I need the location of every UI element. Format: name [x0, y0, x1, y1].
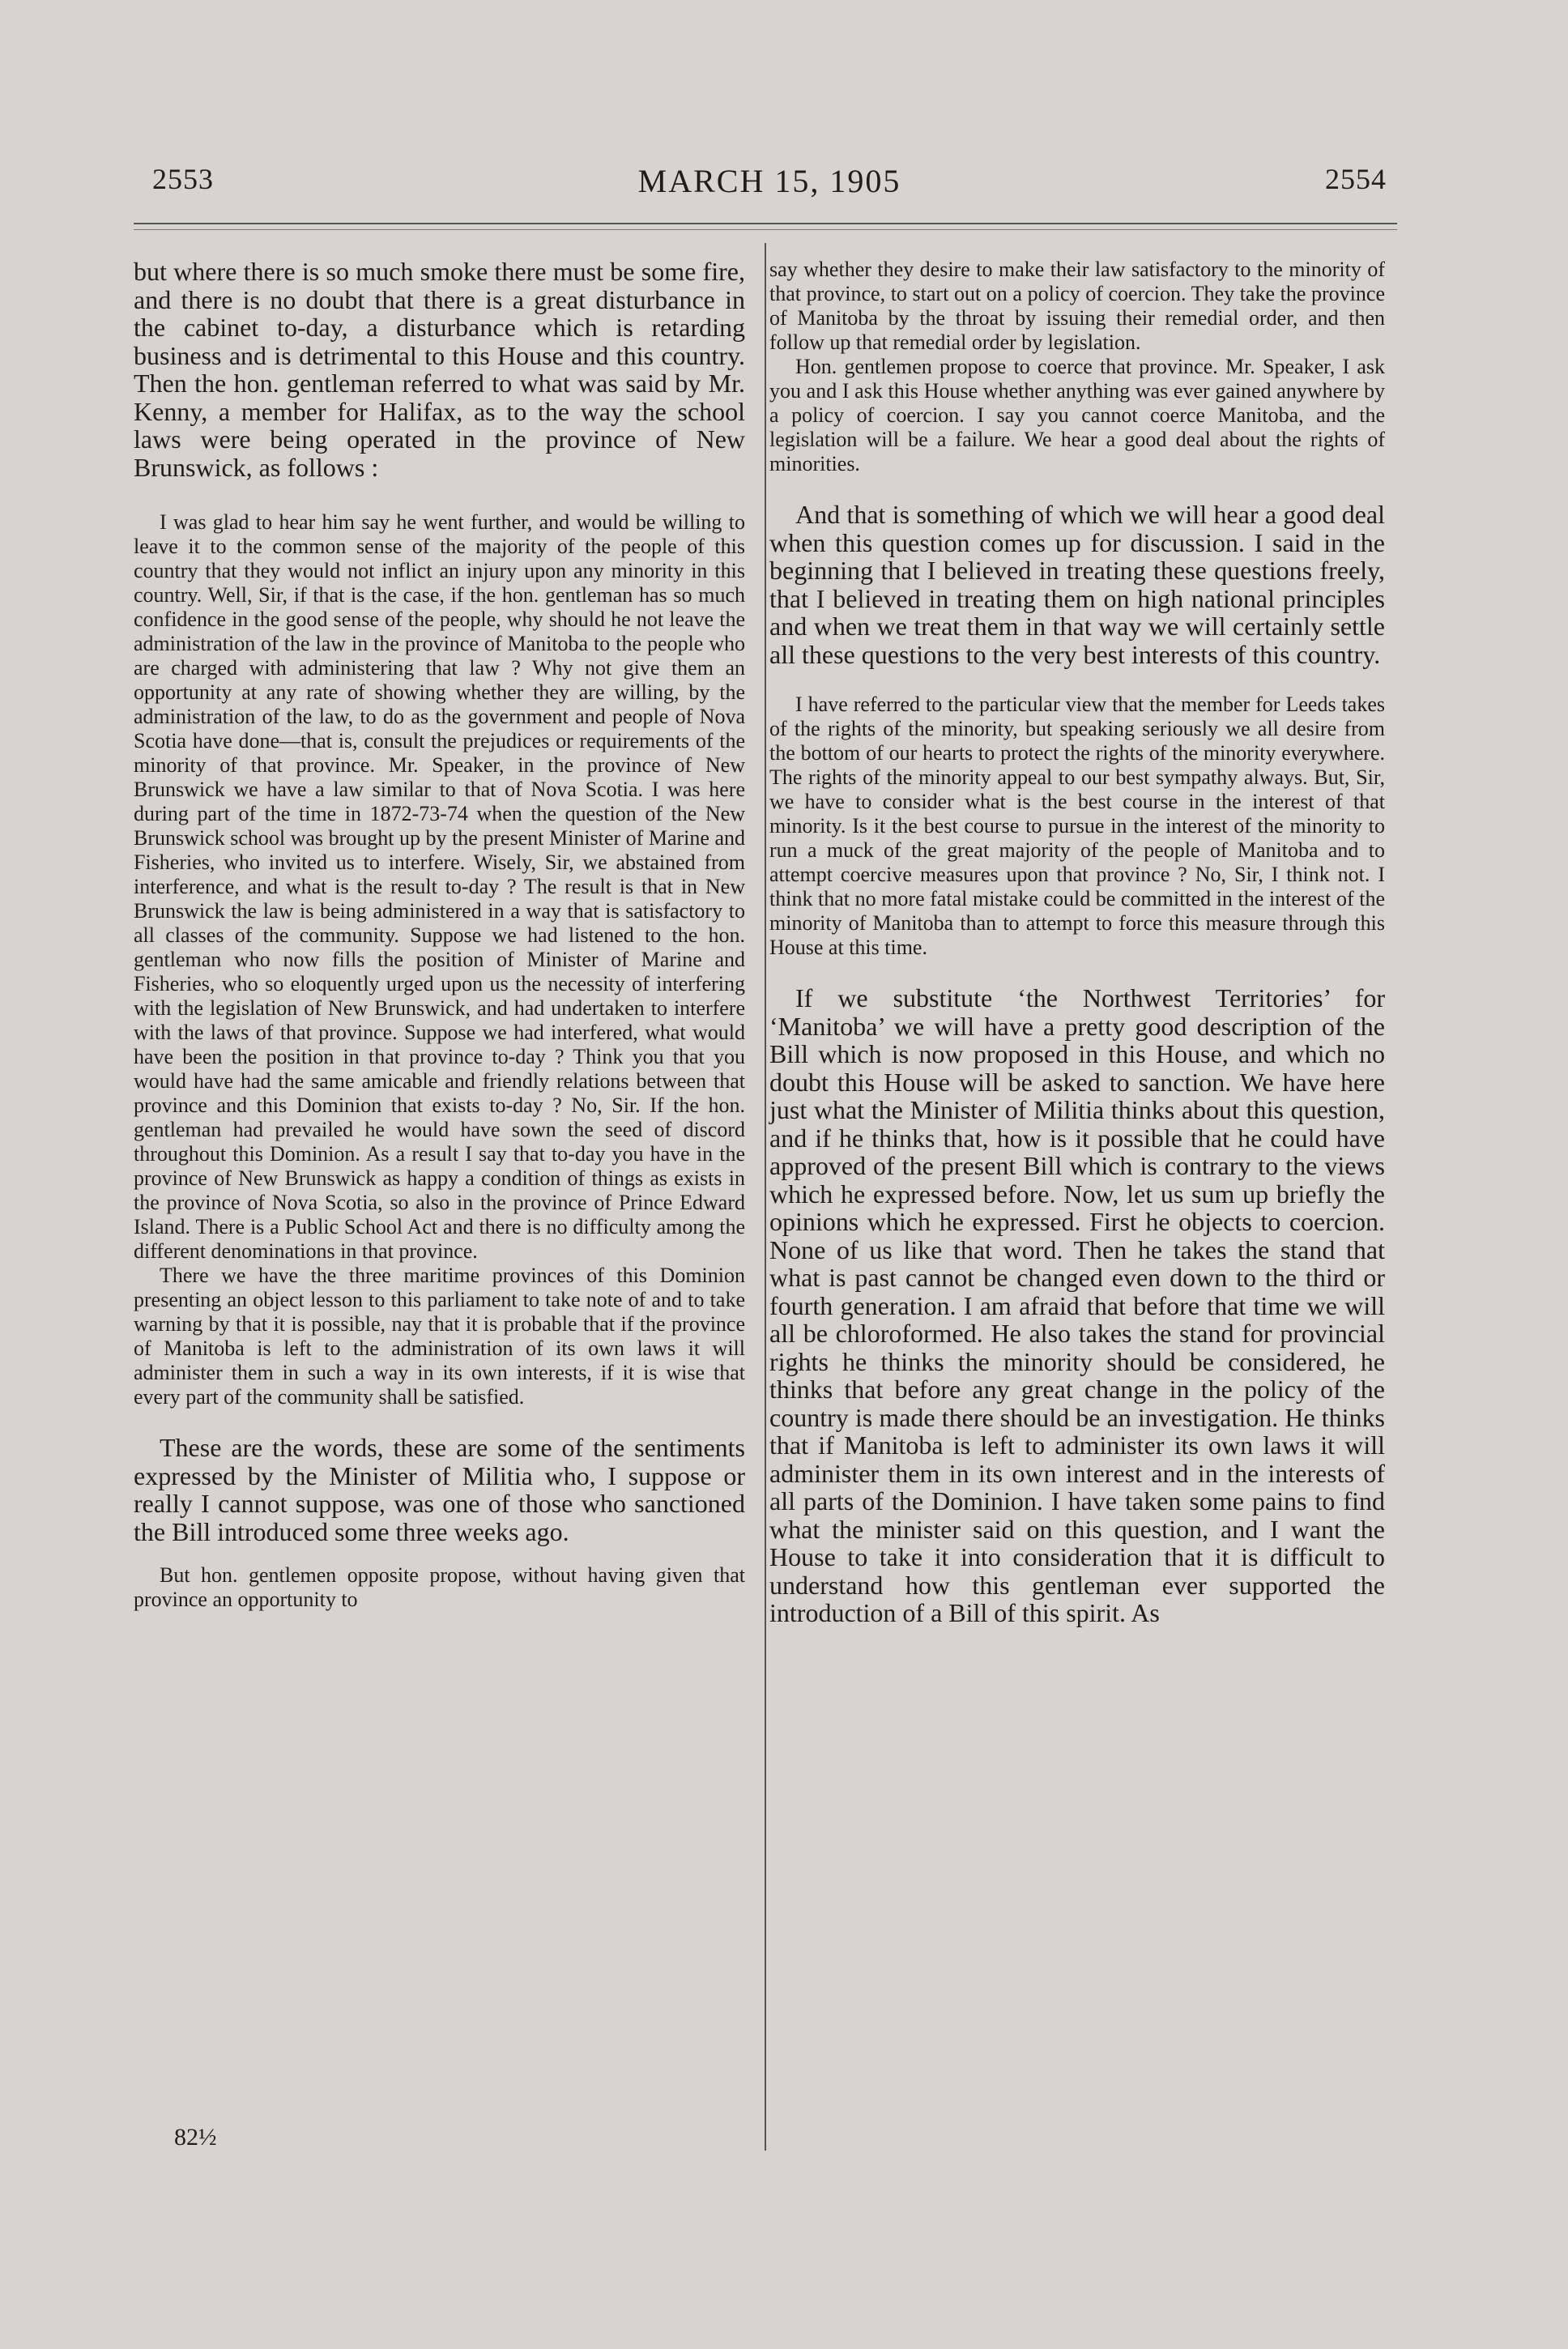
page-header [146, 162, 1393, 211]
left-speech-paragraph-2: These are the words, these are some of the sentiments expressed by the Minister of Militia who, I suppose or really I cannot suppose, was one of those who sanctioned the Bill introduced some three weeks ago. [134, 1433, 745, 1546]
left-page-number: 2553 [152, 163, 214, 195]
right-speech-paragraph-1: And that is something of which we will hear a good deal when this question comes up for discussion. I said in the beginning that I believed in treating these questions freely, that I believed in treating them on high national principles and when we treat them in that way we will certainly settle all these questions to the very best interests of this country. [769, 500, 1385, 669]
header-rule [134, 223, 1397, 224]
right-speech-paragraph-2: If we substitute ‘the Northwest Territories’ for ‘Manitoba’ we will have a pretty good description of the Bill which is now proposed in this House, and which no doubt this House will be asked to sanction. We have here just what the Minister of Militia thinks about this question, and if he thinks that, how is it possible that he could have approved of the present Bill which is contrary to the views which he expressed before. Now, let us sum up briefly the opinions which he expressed. First he objects to coercion. None of us like that word. Then he takes the stand that what is past cannot be changed even down to the third or fourth generation. I am afraid that before that time we will all be chloroformed. He also takes the stand for provincial rights he thinks the minority should be considered, he thinks that before any great change in the policy of the country is made there should be an investigation. He thinks that if Manitoba is left to administer its own laws it will administer them in its own interest and in the interests of all parts of the Dominion. I have taken some pains to find what the minister said on this question, and I want the House to take it into consideration that it is difficult to understand how this gentleman ever supported the introduction of a Bill of this spirit. As [769, 983, 1385, 1627]
header-rule-secondary [134, 229, 1397, 230]
left-quotation-2: There we have the three maritime provinces of this Dominion presenting an object lesson to this parliament to take note of and to take warning by that it is possible, nay that it is probable that if the province of Manitoba is left to the administration of its own laws it will administer them in such a way in its own interests, if it is wise that every part of the community shall be satisfied. [134, 1264, 745, 1409]
left-quotation-3: But hon. gentlemen opposite propose, without having given that province an opportunity to [134, 1563, 745, 1611]
left-column [134, 258, 745, 1612]
right-page-number: 2554 [1325, 163, 1387, 195]
left-speech-paragraph-1: but where there is so much smoke there must be some fire, and there is no doubt that there is a great disturbance in the cabinet to-day, a disturbance which is retarding business and is detrimental to this House and this country. Then the hon. gentleman referred to what was said by Mr. Kenny, a member for Halifax, as to the way the school laws were being operated in the province of New Brunswick, as follows : [134, 257, 745, 482]
right-quotation-2: Hon. gentlemen propose to coerce that province. Mr. Speaker, I ask you and I ask this House whether anything was ever gained anywhere by a policy of coercion. I say you cannot coerce Manitoba, and the legislation will be a failure. We hear a good deal about the rights of minorities. [769, 355, 1385, 475]
column-divider [765, 243, 766, 2151]
right-quotation-3: I have referred to the particular view that the member for Leeds takes of the rights of the minority, but speaking seriously we all desire from the bottom of our hearts to protect the rights of the minority everywhere. The rights of the minority appeal to our best sympathy always. But, Sir, we have to consider what is the best course in the interest of that minority. Is it the best course to pursue in the interest of the minority to run a muck of the great majority of the people of Manitoba and to attempt coercive measures upon that province ? No, Sir, I think not. I think that no more fatal mistake could be committed in the interest of the minority of Manitoba than to attempt to force this measure through this House at this time. [769, 693, 1385, 959]
folio-mark: 82½ [174, 2124, 217, 2151]
page-date: MARCH 15, 1905 [637, 163, 901, 199]
right-column [769, 258, 1385, 1627]
right-quotation-1: say whether they desire to make their law satisfactory to the minority of that province, to start out on a policy of coercion. They take the province of Manitoba by the throat by issuing their remedial order, and then follow up that remedial order by legislation. [769, 258, 1385, 354]
left-quotation-1: I was glad to hear him say he went further, and would be willing to leave it to the common sense of the majority of the people of this country that they would not inflict an injury upon any minority in this country. Well, Sir, if that is the case, if the hon. gentleman has so much confidence in the good sense of the people, why should he not leave the administration of the law in the province of Manitoba to the people who are charged with administering that law ? Why not give them an opportunity at any rate of showing whether they are willing, by the administration of the law, to do as the government and people of Nova Scotia have done—that is, consult the prejudices or requirements of the minority of that province. Mr. Speaker, in the province of New Brunswick we have a law similar to that of Nova Scotia. I was here during part of the time in 1872-73-74 when the question of the New Brunswick school was brought up by the present Minister of Marine and Fisheries, who invited us to interfere. Wisely, Sir, we abstained from interference, and what is the result to-day ? The result is that in New Brunswick the law is being administered in a way that is satisfactory to all classes of the community. Suppose we had listened to the hon. gentleman who now fills the position of Minister of Marine and Fisheries, who so eloquently urged upon us the necessity of interfering with the legislation of New Brunswick, and had undertaken to interfere with the laws of that province. Suppose we had interfered, what would have been the position in that province to-day ? Think you that you would have had the same amicable and friendly relations between that province and this Dominion that exists to-day ? No, Sir. If the hon. gentleman had prevailed he would have sown the seed of discord throughout this Dominion. As a result I say that to-day you have in the province of New Brunswick as happy a condition of things as exists in the province of Nova Scotia, so also in the province of Prince Edward Island. There is a Public School Act and there is no difficulty among the different denominations in that province. [134, 510, 745, 1263]
